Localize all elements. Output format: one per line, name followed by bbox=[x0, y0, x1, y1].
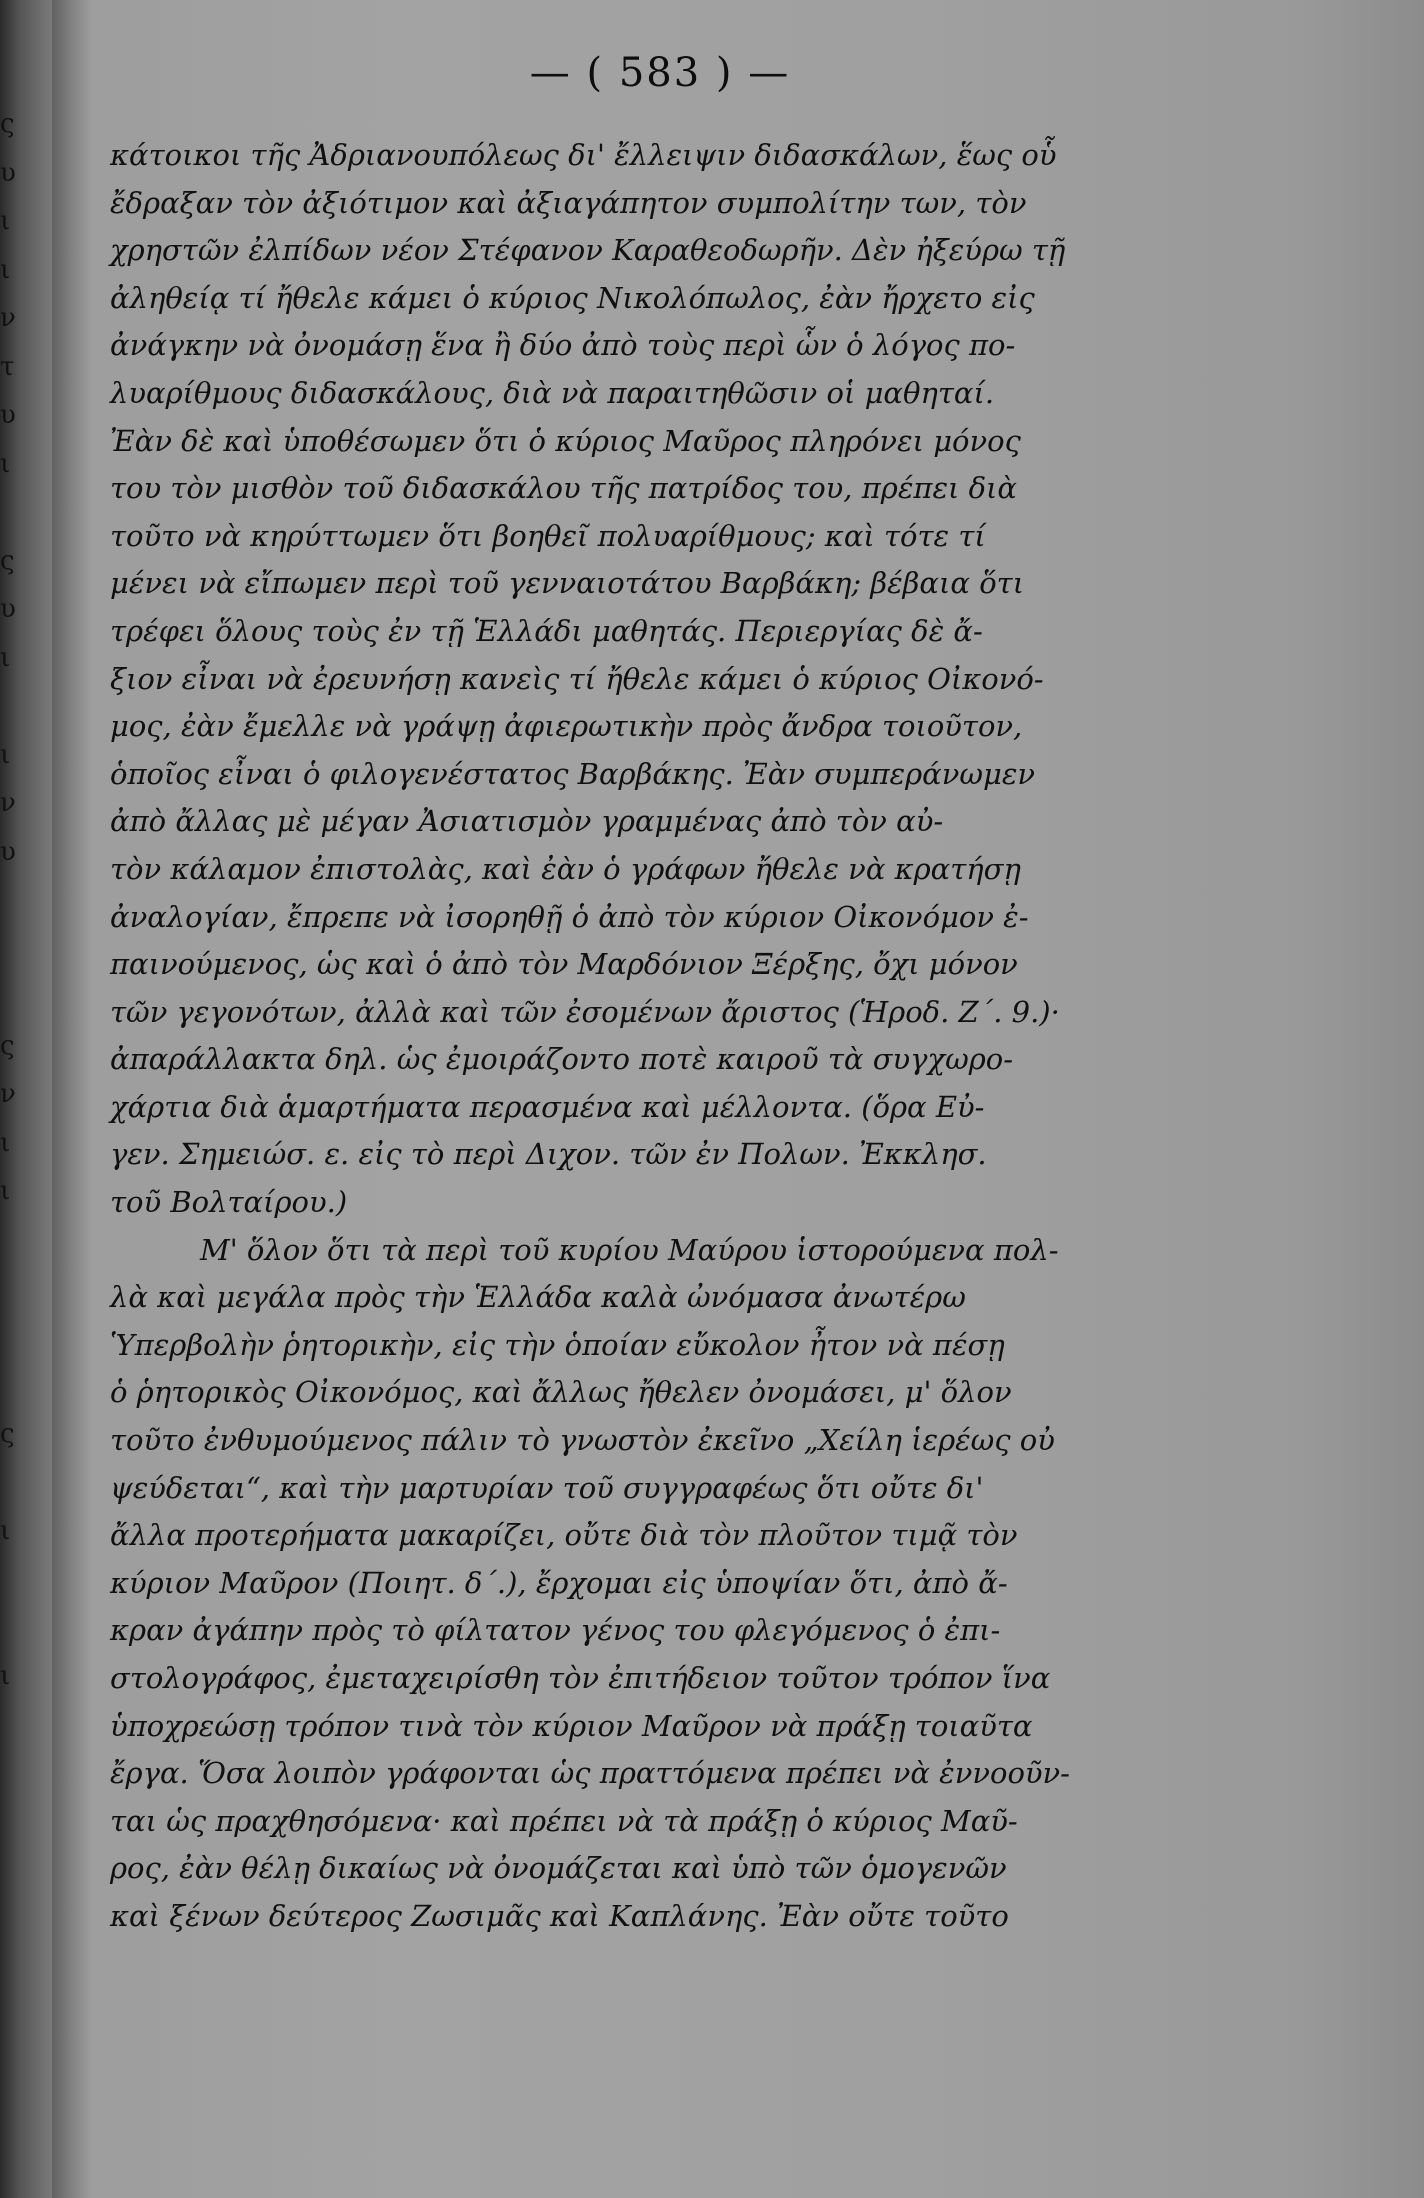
text-line: κάτοικοι τῆς Ἀδριανουπόλεως δι' ἔλλειψιν διδασκάλων, ἕως οὗ bbox=[110, 138, 1057, 172]
text-line: ἀπαράλλακτα δηλ. ὡς ἐμοιράζοντο ποτὲ καιροῦ τὰ συγχωρο- bbox=[110, 1042, 1014, 1077]
margin-fragment bbox=[0, 973, 20, 1022]
text-line: χρηστῶν ἐλπίδων νέον Στέφανον Καραθεοδωρῆν. Δὲν ἠξεύρω τῇ bbox=[110, 233, 1066, 268]
text-line: ρος, ἐὰν θέλῃ δικαίως νὰ ὀνομάζεται καὶ ὑπὸ τῶν ὁμογενῶν bbox=[110, 1851, 1007, 1886]
body-text bbox=[110, 132, 1240, 2132]
text-line: ἀπὸ ἄλλας μὲ μέγαν Ἀσιατισμὸν γραμμένας ἀπὸ τὸν αὐ- bbox=[110, 804, 944, 839]
text-line: λυαρίθμους διδασκάλους, διὰ νὰ παραιτηθῶσιν οἱ μαθηταί. bbox=[110, 375, 995, 410]
margin-fragment: ι bbox=[0, 642, 11, 673]
margin-fragment bbox=[0, 1361, 20, 1410]
previous-page-margin-fragments bbox=[0, 100, 20, 1701]
text-line: Μ' ὅλον ὅτι τὰ περὶ τοῦ κυρίου Μαύρου ἱστορούμενα πολ- bbox=[200, 1232, 1059, 1267]
margin-fragment: ς bbox=[0, 1030, 15, 1061]
text-line: ται ὡς πραχθησόμενα· καὶ πρέπει νὰ τὰ πράξῃ ὁ κύριος Μαῦ- bbox=[110, 1803, 1018, 1838]
text-line: τῶν γεγονότων, ἀλλὰ καὶ τῶν ἐσομένων ἄριστος (Ἡροδ. Ζ΄. 9.)· bbox=[110, 994, 1060, 1029]
text-line: τρέφει ὅλους τοὺς ἐν τῇ Ἑλλάδι μαθητάς. Περιεργίας δὲ ἄ- bbox=[110, 613, 983, 648]
text-line: μένει νὰ εἴπωμεν περὶ τοῦ γενναιοτάτου Βαρβάκη; βέβαια ὅτι bbox=[110, 566, 1025, 601]
margin-fragment: ι bbox=[0, 1515, 11, 1546]
text-line: μος, ἐὰν ἔμελλε νὰ γράψῃ ἀφιερωτικὴν πρὸς ἄνδρα τοιοῦτον, bbox=[110, 709, 1023, 744]
text-line: λὰ καὶ μεγάλα πρὸς τὴν Ἑλλάδα καλὰ ὠνόμασα ἀνωτέρω bbox=[110, 1280, 966, 1315]
margin-fragment: ι bbox=[0, 448, 11, 479]
margin-fragment bbox=[0, 1264, 20, 1313]
text-line: ἄλλα προτερήματα μακαρίζει, οὔτε διὰ τὸν πλοῦτον τιμᾷ τὸν bbox=[110, 1518, 1018, 1553]
margin-fragment: ν bbox=[0, 788, 16, 818]
text-line: ὁ ῥητορικὸς Οἰκονόμος, καὶ ἄλλως ἤθελεν ὀνομάσει, μ' ὅλον bbox=[110, 1375, 1012, 1410]
margin-fragment: υ bbox=[0, 594, 16, 624]
text-line: του τὸν μισθὸν τοῦ διδασκάλου τῆς πατρίδος του, πρέπει διὰ bbox=[110, 471, 1018, 506]
text-line: ὁποῖος εἶναι ὁ φιλογενέστατος Βαρβάκης. Ἐὰν συμπεράνωμεν bbox=[110, 756, 1036, 791]
text-line: τοῦτο νὰ κηρύττωμεν ὅτι βοηθεῖ πολυαρίθμους; καὶ τότε τί bbox=[110, 518, 986, 553]
text-line: παινούμενος, ὡς καὶ ὁ ἀπὸ τὸν Μαρδόνιον Ξέρξης, ὄχι μόνον bbox=[110, 947, 1018, 982]
text-line: ἀναλογίαν, ἔπρεπε νὰ ἰσορηθῇ ὁ ἀπὸ τὸν κύριον Οἰκονόμον ἐ- bbox=[110, 899, 1029, 934]
text-line: Ἐὰν δὲ καὶ ὑποθέσωμεν ὅτι ὁ κύριος Μαῦρος πληρόνει μόνος bbox=[110, 423, 1021, 458]
margin-fragment bbox=[0, 1313, 20, 1362]
margin-fragment bbox=[0, 876, 20, 925]
text-line: κραν ἀγάπην πρὸς τὸ φίλτατον γένος του φλεγόμενος ὁ ἐπι- bbox=[110, 1613, 1001, 1648]
margin-fragment: υ bbox=[0, 836, 16, 867]
margin-fragment: ς bbox=[0, 1418, 15, 1449]
margin-fragment bbox=[0, 1458, 20, 1507]
margin-fragment: υ bbox=[0, 400, 16, 430]
text-line: ξιον εἶναι νὰ ἐρευνήσῃ κανεὶς τί ἤθελε κάμει ὁ κύριος Οἰκονό- bbox=[110, 661, 1044, 696]
margin-fragment: τ bbox=[0, 351, 15, 382]
margin-fragment: ι bbox=[0, 1661, 11, 1691]
text-line: στολογράφος, ἐμεταχειρίσθη τὸν ἐπιτήδειον τοῦτον τρόπον ἵνα bbox=[110, 1661, 1051, 1695]
text-line: ἀληθείᾳ τί ἤθελε κάμει ὁ κύριος Νικολόπωλος, ἐὰν ἤρχετο εἰς bbox=[110, 280, 1035, 315]
text-line: καὶ ξένων δεύτερος Ζωσιμᾶς καὶ Καπλάνης. Ἐὰν οὔτε τοῦτο bbox=[110, 1898, 1009, 1933]
page-number-header: — ( 583 ) — bbox=[529, 50, 791, 96]
binding-shadow bbox=[52, 0, 92, 2198]
text-line: τοῦ Βολταίρου.) bbox=[110, 1185, 348, 1220]
margin-fragment bbox=[0, 925, 20, 974]
text-line: τὸν κάλαμον ἐπιστολὰς, καὶ ἐὰν ὁ γράφων ἤθελε νὰ κρατήσῃ bbox=[110, 851, 1021, 886]
margin-fragment bbox=[0, 1604, 20, 1653]
margin-fragment: ι bbox=[0, 1176, 11, 1206]
text-line: γεν. Σημειώσ. ε. εἰς τὸ περὶ Διχον. τῶν ἐν Πολων. Ἐκκλησ. bbox=[110, 1137, 987, 1172]
margin-fragment: ι bbox=[0, 254, 11, 285]
text-line: ἔργα. Ὅσα λοιπὸν γράφονται ὡς πραττόμενα πρέπει νὰ ἐννοοῦν- bbox=[110, 1756, 1070, 1791]
text-line: ἀνάγκην νὰ ὀνομάσῃ ἕνα ἢ δύο ἀπὸ τοὺς περὶ ὧν ὁ λόγος πο- bbox=[110, 328, 1016, 363]
text-line: ψεύδεται“, καὶ τὴν μαρτυρίαν τοῦ συγγραφέως ὅτι οὔτε δι' bbox=[110, 1470, 984, 1505]
margin-fragment: υ bbox=[0, 157, 16, 188]
text-line: ὑποχρεώσῃ τρόπον τινὰ τὸν κύριον Μαῦρον νὰ πράξῃ τοιαῦτα bbox=[110, 1708, 1033, 1743]
margin-fragment: ι bbox=[0, 206, 11, 236]
margin-fragment: ι bbox=[0, 739, 11, 770]
margin-fragment: ς bbox=[0, 109, 15, 139]
margin-fragment bbox=[0, 682, 20, 731]
margin-fragment bbox=[0, 488, 20, 537]
text-line: τοῦτο ἐνθυμούμενος πάλιν τὸ γνωστὸν ἐκεῖνο „Χείλη ἱερέως οὐ bbox=[110, 1423, 1055, 1458]
margin-fragment: ν bbox=[0, 303, 16, 333]
margin-fragment bbox=[0, 1555, 20, 1604]
margin-fragment: ι bbox=[0, 1127, 11, 1158]
margin-fragment bbox=[0, 1216, 20, 1265]
text-line: χάρτια διὰ ἁμαρτήματα περασμένα καὶ μέλλοντα. (ὅρα Εὐ- bbox=[110, 1089, 985, 1124]
text-line: Ὑπερβολὴν ῥητορικὴν, εἰς τὴν ὁποίαν εὔκολον ἦτον νὰ πέσῃ bbox=[110, 1327, 1005, 1362]
text-line: κύριον Μαῦρον (Ποιητ. δ΄.), ἔρχομαι εἰς ὑποψίαν ὅτι, ἀπὸ ἄ- bbox=[110, 1565, 1008, 1600]
margin-fragment: ς bbox=[0, 545, 15, 576]
text-line: ἔδραξαν τὸν ἀξιότιμον καὶ ἀξιαγάπητον συμπολίτην των, τὸν bbox=[110, 185, 1027, 220]
margin-fragment: ν bbox=[0, 1079, 16, 1109]
